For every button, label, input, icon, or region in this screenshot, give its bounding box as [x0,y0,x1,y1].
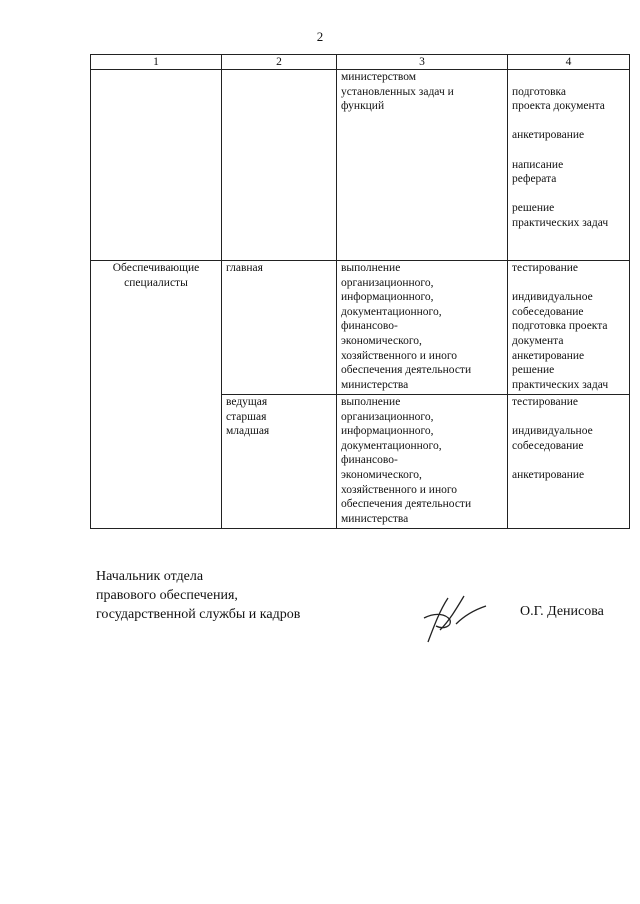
signatory-title: Начальник отдела правового обеспечения, государственной службы и кадров [96,569,301,622]
row2-category-cell: Обеспечивающие специалисты [91,261,222,529]
row1-group-cell [222,70,337,261]
table-row [91,261,630,395]
row2-methods-cell: тестирование индивидуальное собеседование подготовка проекта документа анкетирование решение практических задач [508,261,630,395]
header-cell-1: 1 [91,55,222,70]
row3-methods-cell: тестирование индивидуальное собеседование анкетирование [508,395,630,529]
row1-functions-cell: министерством установленных задач и функций [337,70,508,261]
table-header-row [91,55,630,70]
row1-methods-cell: подготовка проекта документа анкетирование написание реферата решение практических задач [508,70,630,261]
header-cell-4: 4 [508,55,630,70]
row2-group-cell: главная [222,261,337,395]
header-cell-3: 3 [337,55,508,70]
row3-functions-cell: выполнение организационного, информационного, документационного, финансово- экономического, хозяйственного и иного обеспечения деятельности министерства [337,395,508,529]
handwritten-signature [420,590,490,645]
row1-category-cell [91,70,222,261]
header-cell-2: 2 [222,55,337,70]
positions-table [90,54,630,529]
row3-group-cell: ведущая старшая младшая [222,395,337,529]
row2-functions-cell: выполнение организационного, информационного, документационного, финансово- экономического, хозяйственного и иного обеспечения деятельности министерства [337,261,508,395]
page-number: 2 [316,29,324,44]
table-row [91,70,630,261]
signatory-name: О.Г. Денисова [520,604,604,619]
